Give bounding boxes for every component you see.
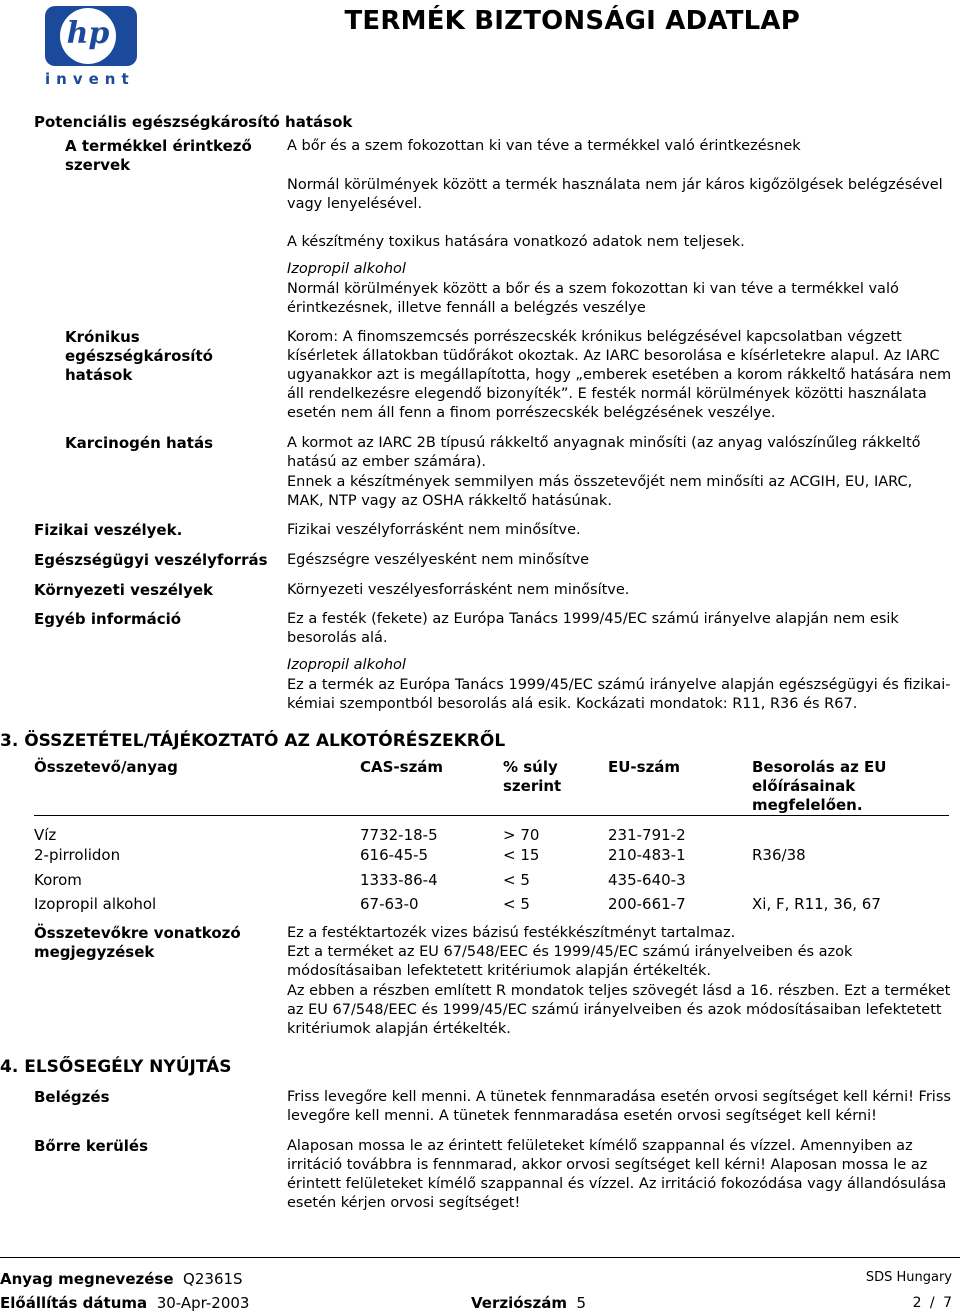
carcinogen-label: Karcinogén hatás	[65, 434, 213, 452]
organs-text-2: Normál körülmények között a termék használata nem jár káros kigőzölgések belégzésével vagy lenyelésével.	[287, 177, 943, 212]
inhalation-label: Belégzés	[34, 1088, 110, 1106]
chronic-text: Korom: A finomszemcsés porrészecskék krónikus belégzésével kapcsolatban végzett kísérletek állatokban tüdőrákot okoztak. Az IARC besorolása e kísérletekre alapul. Az IARC ugyanakkor azt is megállapította, hogy „emberek esetében a korom rákkeltő hatására nem áll rendelkezésre elegendő bizonyíték”. E festék normál körülmények közötti használata esetén nem áll fenn a finom porrészecskék belégzésének veszélye.	[287, 329, 952, 421]
cell-cas: 616-45-5	[360, 846, 429, 864]
organs-label: A termékkel érintkező szervek	[65, 137, 252, 174]
carcinogen-text-2: Ennek a készítmények semmilyen más összetevőjét nem minősíti az ACGIH, EU, IARC, MAK, NTP vagy az OSHA rákkeltő hatásúnak.	[287, 474, 913, 509]
health-section-title: Potenciális egészségkárosító hatások	[34, 113, 353, 131]
first-aid-section-title: 4. ELSŐSEGÉLY NYÚJTÁS	[0, 1057, 232, 1077]
component-notes-text-1: Ez a festéktartozék vizes bázisú festékkészítményt tartalmaz.	[287, 925, 736, 941]
footer-region: SDS Hungary	[865, 1270, 952, 1285]
composition-section-title: 3. ÖSSZETÉTEL/TÁJÉKOZTATÓ AZ ALKOTÓRÉSZEKRŐL	[0, 731, 506, 751]
document-title: TERMÉK BIZTONSÁGI ADATLAP	[344, 6, 800, 36]
physical-hazards-text: Fizikai veszélyforrásként nem minősítve.	[287, 522, 581, 538]
col-header-eu: EU-szám	[608, 758, 681, 776]
product-value: Q2361S	[183, 1270, 243, 1288]
cell-cas: 7732-18-5	[360, 826, 438, 844]
cell-component: Korom	[34, 871, 82, 889]
cell-classification: Xi, F, R11, 36, 67	[752, 895, 881, 913]
cell-eu: 200-661-7	[608, 895, 686, 913]
health-hazard-text: Egészségre veszélyesként nem minősítve	[287, 552, 590, 568]
logo-tagline: invent	[45, 70, 135, 88]
cell-weight: < 5	[503, 895, 530, 913]
table-header-rule	[34, 815, 949, 816]
cell-eu: 435-640-3	[608, 871, 686, 889]
cell-component: 2-pirrolidon	[34, 846, 121, 864]
product-label: Anyag megnevezése	[0, 1270, 174, 1288]
date-label: Előállítás dátuma	[0, 1294, 148, 1312]
carcinogen-text-1: A kormot az IARC 2B típusú rákkeltő anyagnak minősíti (az anyag valószínűleg rákkeltő hatású az ember számára).	[287, 435, 921, 470]
skin-contact-text: Alaposan mossa le az érintett felületeket kímélő szappannal és vízzel. Amennyiben az irritáció továbbra is fennmarad, akkor orvosi segítséget kell kérni! Alaposan mossa le az érintett felületeket kímélő szappannal és vízzel. Az irritáció fokozódása vagy állandósulása esetén kérjen orvosi segítséget!	[287, 1138, 947, 1211]
physical-hazards-label: Fizikai veszélyek.	[34, 521, 183, 539]
other-info-label: Egyéb információ	[34, 610, 182, 628]
inhalation-text: Friss levegőre kell menni. A tünetek fennmaradása esetén orvosi segítséget kell kérni! Friss levegőre kell menni. A tünetek fennmaradása esetén orvosi segítséget kell kérni!	[287, 1089, 951, 1124]
version-label: Verziószám	[471, 1294, 567, 1312]
cell-cas: 67-63-0	[360, 895, 419, 913]
cell-eu: 210-483-1	[608, 846, 686, 864]
component-notes-label: Összetevőkre vonatkozó megjegyzések	[34, 924, 241, 961]
health-hazard-label: Egészségügyi veszélyforrás	[34, 551, 268, 569]
cell-weight: > 70	[503, 826, 540, 844]
cell-classification: R36/38	[752, 846, 806, 864]
footer-rule	[0, 1257, 960, 1258]
col-header-cas: CAS-szám	[360, 758, 444, 776]
cell-component: Víz	[34, 826, 57, 844]
toxicity-text: A készítmény toxikus hatására vonatkozó adatok nem teljesek.	[287, 234, 745, 250]
date-value: 30-Apr-2003	[156, 1294, 250, 1312]
environmental-hazards-text: Környezeti veszélyesforrásként nem minősítve.	[287, 582, 630, 598]
cell-weight: < 5	[503, 871, 530, 889]
footer-product	[0, 1270, 243, 1288]
footer-page-number: 2 / 7	[912, 1295, 952, 1311]
ipa-text: Normál körülmények között a bőr és a szem fokozottan ki van téve a termékkel való érintkezésnek, illetve fennáll a belégzés veszélye	[287, 281, 899, 316]
skin-contact-label: Bőrre kerülés	[34, 1137, 148, 1155]
hp-logo-text: hp	[66, 16, 110, 51]
cell-cas: 1333-86-4	[360, 871, 438, 889]
col-header-classification: Besorolás az EU előírásainak megfelelően.	[752, 758, 887, 814]
col-header-component: Összetevő/anyag	[34, 758, 178, 776]
environmental-hazards-label: Környezeti veszélyek	[34, 581, 213, 599]
ipa-heading: Izopropil alkohol	[287, 261, 406, 277]
organs-text-1: A bőr és a szem fokozottan ki van téve a termékkel való érintkezésnek	[287, 138, 801, 154]
other-ipa-heading: Izopropil alkohol	[287, 657, 406, 673]
cell-weight: < 15	[503, 846, 540, 864]
component-notes-text-3: Az ebben a részben említett R mondatok teljes szövegét lásd a 16. részben. Ezt a terméket az EU 67/548/EEC és 1999/45/EC számú irányelveiben és azok módosításaiban lefektetett kritériumok alapján értékelték.	[287, 983, 951, 1037]
cell-component: Izopropil alkohol	[34, 895, 157, 913]
cell-eu: 231-791-2	[608, 826, 686, 844]
footer-version	[471, 1294, 586, 1312]
other-info-text: Ez a festék (fekete) az Európa Tanács 1999/45/EC számú irányelve alapján nem esik besorolás alá.	[287, 611, 899, 646]
footer-date	[0, 1294, 249, 1312]
other-ipa-text: Ez a termék az Európa Tanács 1999/45/EC számú irányelve alapján egészségügyi és fizikai-kémiai szempontból besorolás alá esik. Kockázati mondatok: R11, R36 és R67.	[287, 677, 951, 712]
chronic-label: Krónikus egészségkárosító hatások	[65, 328, 213, 384]
version-value: 5	[576, 1294, 587, 1312]
col-header-weight: % súly szerint	[503, 758, 562, 795]
component-notes-text-2: Ezt a terméket az EU 67/548/EEC és 1999/45/EC számú irányelveiben és azok módosításaiban lefektetett kritériumok alapján értékelték.	[287, 944, 853, 979]
